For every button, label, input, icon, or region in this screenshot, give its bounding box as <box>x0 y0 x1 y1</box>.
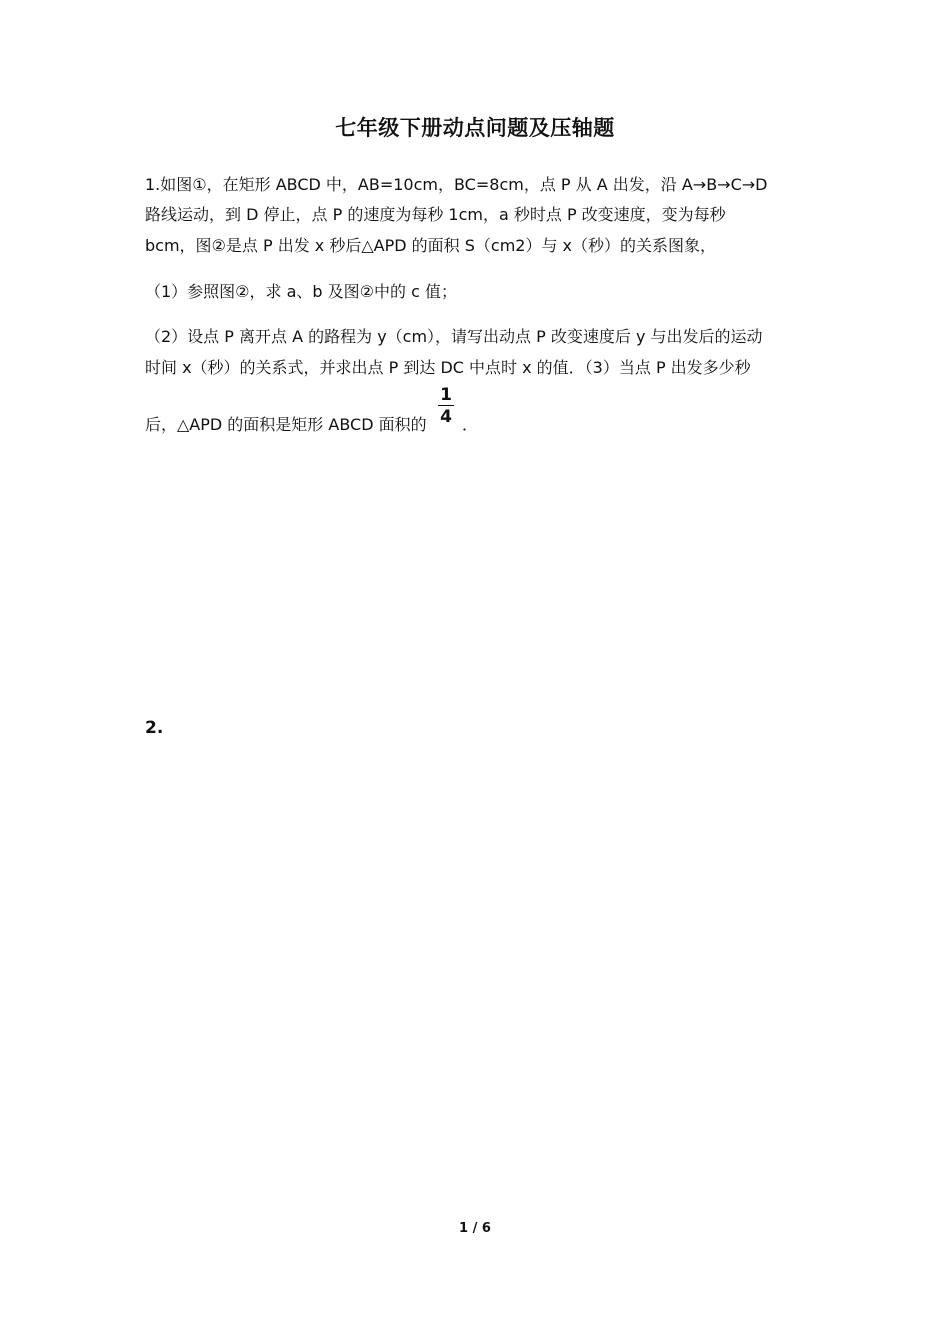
problem-2-label: 2. <box>145 718 164 738</box>
document-title: 七年级下册动点问题及压轴题 <box>335 116 615 140</box>
problem-1-part-1: （1）参照图②，求 a、b 及图②中的 c 值； <box>145 282 457 301</box>
page-indicator: 1 / 6 <box>459 1221 491 1236</box>
fraction-bar <box>438 405 454 406</box>
problem-1-part-2-line-1: （2）设点 P 离开点 A 的路程为 y（cm），请写出动点 P 改变速度后 y 与出发后的运动 <box>145 327 763 346</box>
problem-1-line-3: bcm，图②是点 P 出发 x 秒后△APD 的面积 S（cm2）与 x（秒）的关系图象， <box>145 236 717 255</box>
fraction-one-quarter <box>438 386 454 426</box>
problem-1-part-3-tail: ． <box>462 415 479 434</box>
fraction-numerator: 1 <box>440 385 452 405</box>
problem-1-line-1: 1.如图①，在矩形 ABCD 中，AB=10cm，BC=8cm，点 P 从 A 出发，沿 A→B→C→D <box>145 175 768 194</box>
problem-1-line-2: 路线运动，到 D 停止，点 P 的速度为每秒 1cm，a 秒时点 P 改变速度，变为每秒 <box>145 205 726 224</box>
problem-1-part-3-line: 后，△APD 的面积是矩形 ABCD 面积的 <box>145 415 427 434</box>
problem-1-part-2-line-2: 时间 x（秒）的关系式，并求出点 P 到达 DC 中点时 x 的值．（3）当点 P 出发多少秒 <box>145 358 751 377</box>
fraction-denominator: 4 <box>440 407 452 427</box>
